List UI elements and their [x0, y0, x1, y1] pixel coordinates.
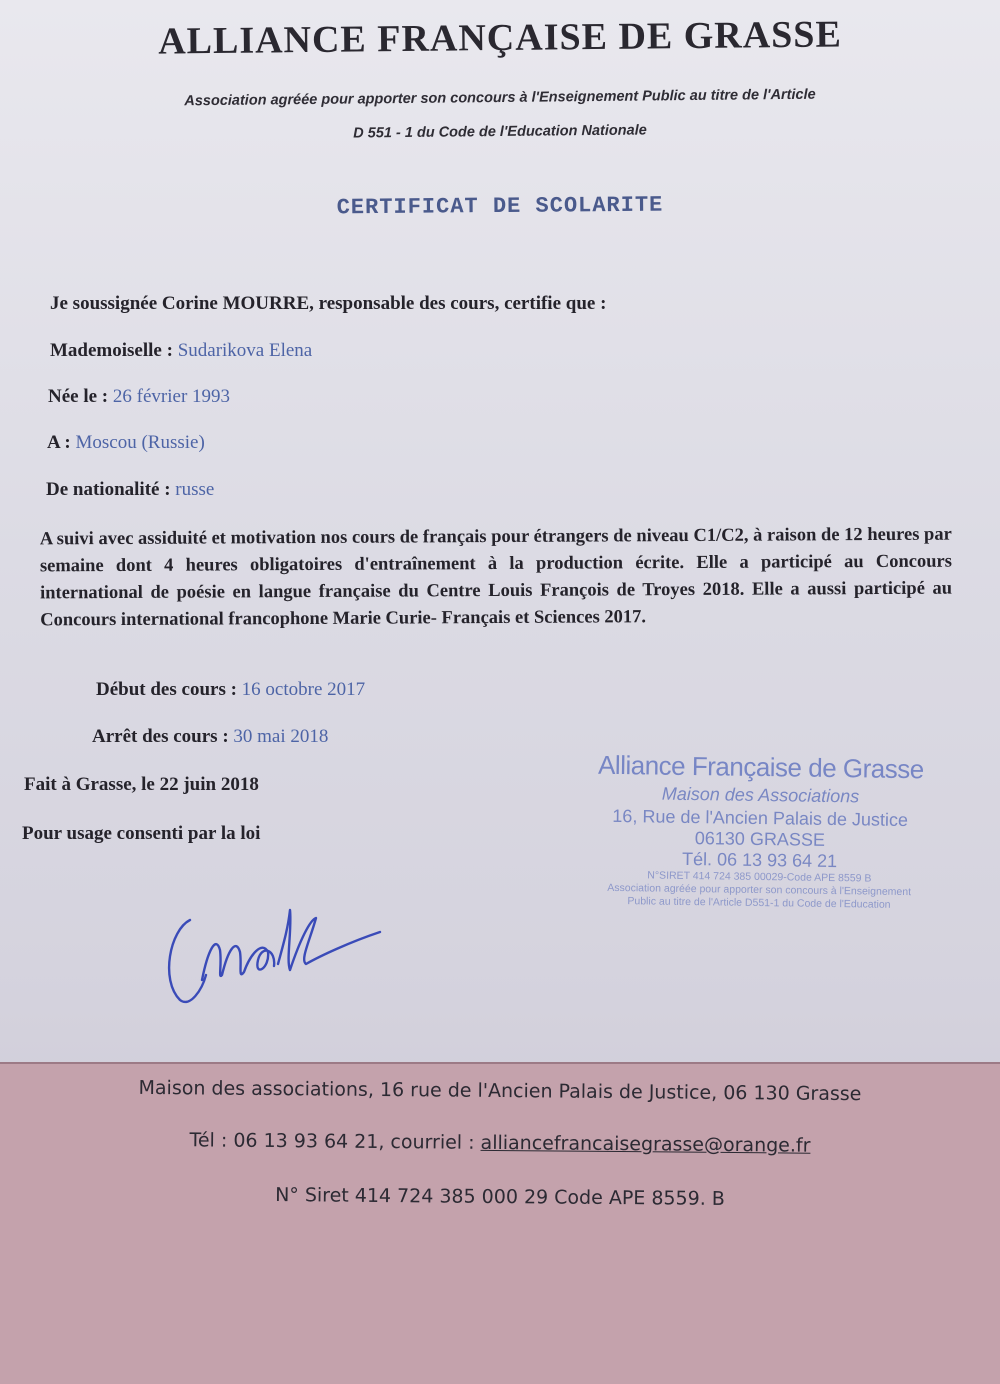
handwritten-signature	[150, 880, 390, 1020]
nationality-row	[46, 479, 214, 501]
nationality-label: De nationalité :	[46, 479, 171, 500]
organization-name: ALLIANCE FRANÇAISE DE GRASSE	[157, 13, 843, 63]
tagline-line-2: D 551 - 1 du Code de l'Education Nationale	[353, 122, 647, 142]
name-label: Mademoiselle :	[50, 340, 173, 361]
stamp-address: 16, Rue de l'Ancien Palais de Justice	[612, 805, 909, 831]
stamp-subtitle: Maison des Associations	[661, 783, 860, 807]
footer-band	[0, 1062, 1000, 1384]
birth-date-value: 26 février 1993	[112, 386, 231, 407]
stamp-siret: N°SIRET 414 724 385 00029-Code APE 8559 B	[647, 869, 872, 885]
course-start-label: Début des cours :	[96, 679, 237, 700]
stamp-name: Alliance Française de Grasse	[597, 749, 924, 785]
stamp-phone: Tél. 06 13 93 64 21	[681, 848, 838, 872]
birth-place-value: Moscou (Russie)	[75, 432, 205, 453]
tagline-line-1: Association agréée pour apporter son concours à l'Enseignement Public au titre de l'Article	[184, 86, 816, 110]
birth-place-row	[47, 432, 205, 454]
birth-place-label: A :	[47, 432, 71, 453]
intro-line: Je soussignée Corine MOURRE, responsable des cours, certifie que :	[50, 293, 607, 314]
nationality-value: russe	[175, 479, 215, 500]
course-start-date: 16 octobre 2017	[241, 679, 366, 700]
name-row	[50, 340, 312, 362]
footer-phone: Tél : 06 13 93 64 21, courriel :	[189, 1129, 481, 1154]
stamp-note-1: Association agréée pour apporter son concours à l'Enseignement	[607, 881, 912, 899]
stamp-city: 06130 GRASSE	[694, 828, 826, 850]
course-end-date: 30 mai 2018	[233, 726, 329, 747]
document-title: CERTIFICAT DE SCOLARITE	[336, 192, 664, 221]
association-stamp	[579, 749, 941, 912]
course-end-label: Arrêt des cours :	[92, 726, 229, 747]
footer-contact	[0, 1128, 1000, 1159]
stamp-note-2: Public au titre de l'Article D551-1 du Code de l'Education	[627, 895, 891, 911]
place-and-date: Fait à Grasse, le 22 juin 2018	[24, 774, 259, 795]
footer-email-link[interactable]: alliancefrancaisegrasse@orange.fr	[480, 1131, 811, 1157]
footer-siret: N° Siret 414 724 385 000 29 Code APE 8559. B	[275, 1184, 725, 1210]
birth-date-row	[48, 386, 230, 408]
student-name: Sudarikova Elena	[177, 340, 313, 361]
usage-statement: Pour usage consenti par la loi	[22, 823, 261, 844]
attendance-paragraph: A suivi avec assiduité et motivation nos cours de français pour étrangers de niveau C1/C2, à raison de 12 heures par semaine dont 4 heures obligatoires d'entraînement à la production écrite. Elle a participé au Concours international de poésie en langue française du Centre Louis François de Troyes 2018. Elle a aussi participé au Concours international francophone Marie Curie- Français et Sciences 2017.	[39, 524, 953, 631]
footer-address: Maison des associations, 16 rue de l'Ancien Palais de Justice, 06 130 Grasse	[138, 1076, 862, 1106]
birth-date-label: Née le :	[48, 386, 109, 407]
course-end-row	[92, 726, 328, 748]
course-start-row	[96, 679, 365, 701]
